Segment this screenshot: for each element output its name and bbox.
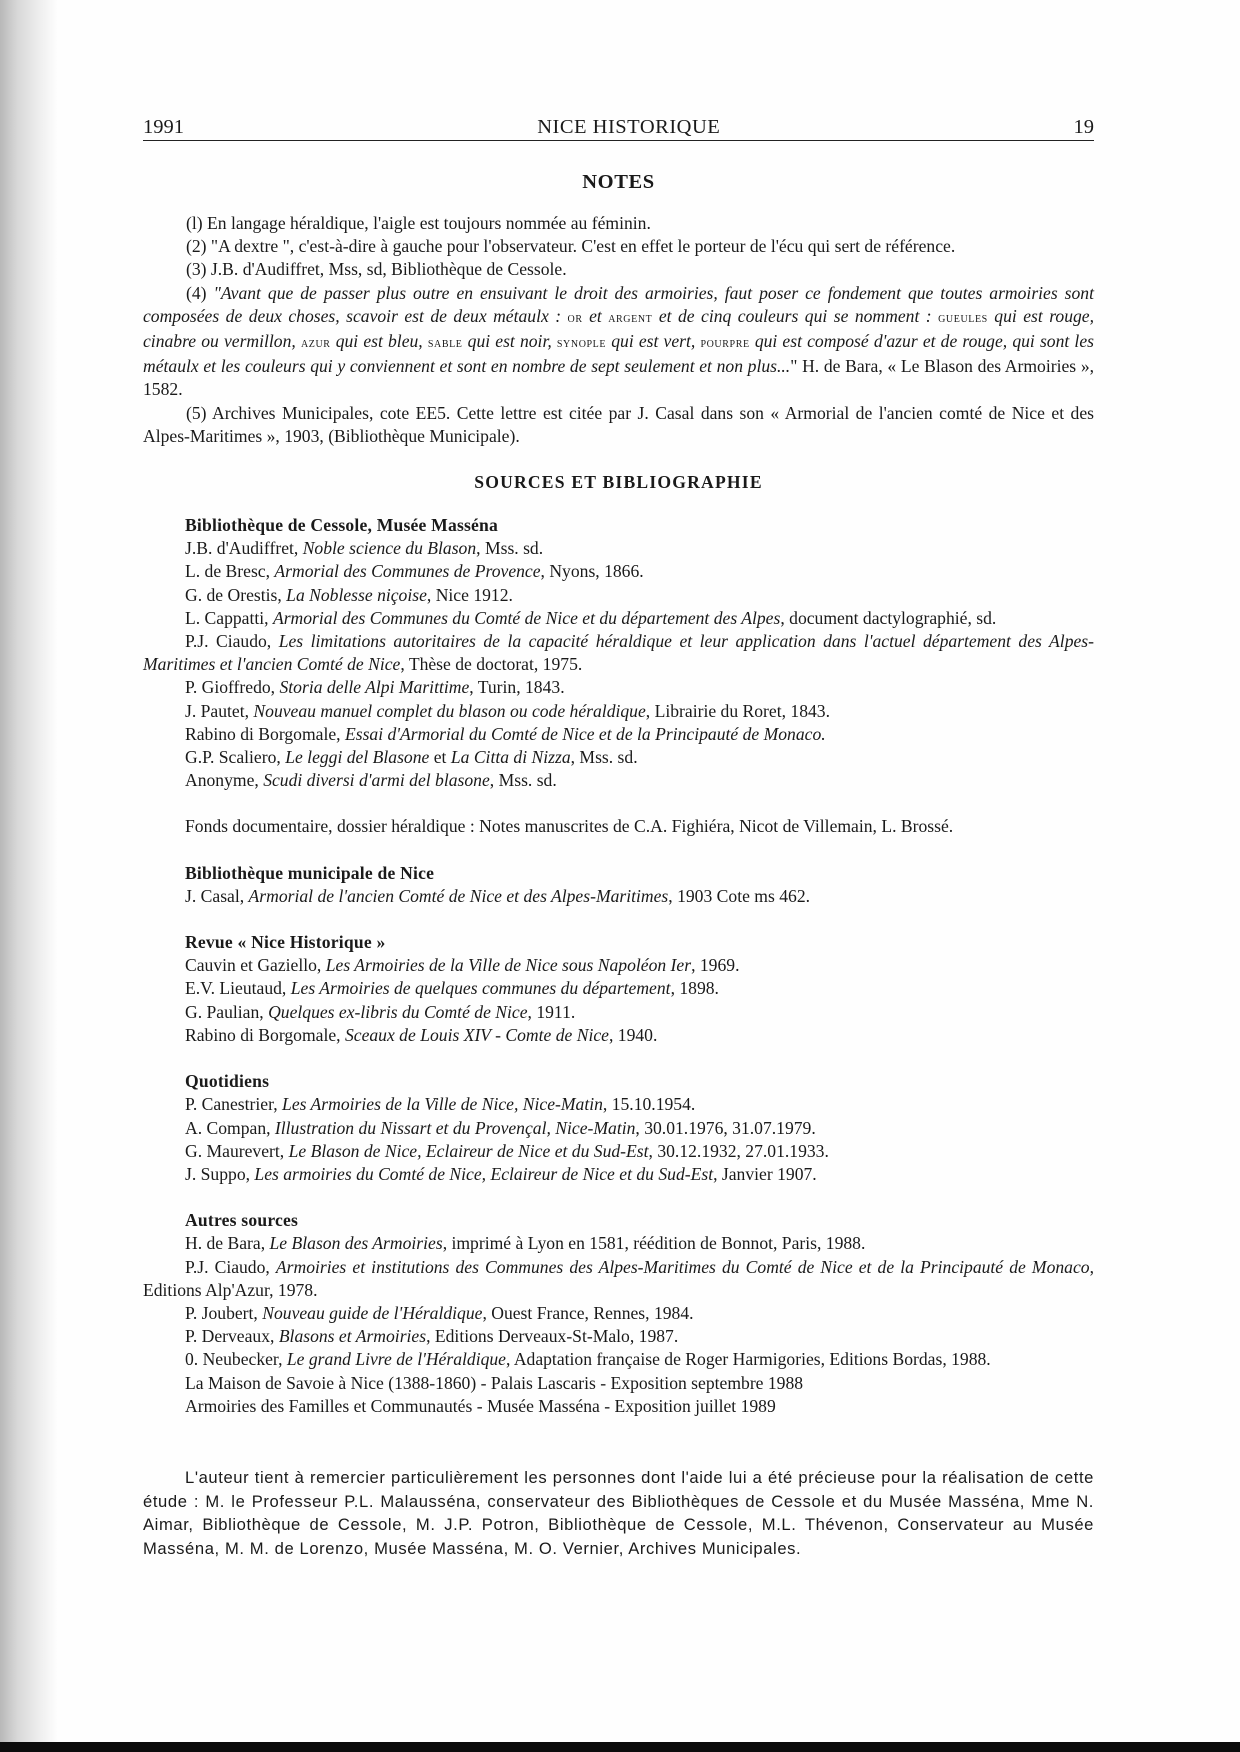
sources-heading: SOURCES ET BIBLIOGRAPHIE: [474, 472, 763, 493]
bib-entry: P. Canestrier, Les Armoiries de la Ville de Nice, Nice-Matin, 15.10.1954.: [185, 1094, 696, 1115]
bib-entry: L. Cappatti, Armorial des Communes du Comté de Nice et du département des Alpes, document dactylographié, sd.: [185, 607, 997, 628]
note-3: (3) J.B. d'Audiffret, Mss, sd, Bibliothèque de Cessole.: [186, 259, 567, 280]
header-page-number: 19: [1073, 116, 1094, 138]
note-1: (l) En langage héraldique, l'aigle est toujours nommée au féminin.: [186, 213, 651, 233]
bib-entry: H. de Bara, Le Blason des Armoiries, imprimé à Lyon en 1581, réédition de Bonnot, Paris, 1988.: [185, 1233, 866, 1254]
bib-entry: P. Derveaux, Blasons et Armoiries, Editions Derveaux-St-Malo, 1987.: [185, 1326, 679, 1347]
bib-entry: J. Suppo, Les armoiries du Comté de Nice, Eclaireur de Nice et du Sud-Est, Janvier 1907.: [185, 1163, 817, 1184]
bib-entry: P. Joubert, Nouveau guide de l'Héraldique, Ouest France, Rennes, 1984.: [185, 1302, 694, 1323]
bib-entry: J. Casal, Armorial de l'ancien Comté de Nice et des Alpes-Maritimes, 1903 Cote ms 462.: [185, 885, 811, 906]
scan-border: [0, 1742, 1240, 1752]
bib-entry: A. Compan, Illustration du Nissart et du Provençal, Nice-Matin, 30.01.1976, 31.07.1979.: [185, 1117, 816, 1138]
bib-entry: L. de Bresc, Armorial des Communes de Provence, Nyons, 1866.: [185, 561, 644, 582]
note-4-quote: "Avant que de passer plus outre en ensuivant le droit des armoiries, faut poser ce fondement que toutes armoiries sont composées de deux choses, scavoir est de deux métaulx : or et argent et de cinq couleurs qui se nomment : gueules qui est rouge, cinabre ou vermillon, azur qui est bleu, sable qui est noir, synople qui est vert, pourpre qui est composé d'azur et de rouge, qui sont les métaulx et les couleurs qui y conviennent et sont en nombre de sept seulement et non plus...: [143, 282, 1095, 377]
page-gutter-shadow: [0, 0, 58, 1752]
section-title: Autres sources: [185, 1210, 299, 1231]
bib-entry: Armoiries des Familles et Communautés - Musée Masséna - Exposition juillet 1989: [185, 1395, 776, 1416]
fonds-documentaire: Fonds documentaire, dossier héraldique : Notes manuscrites de C.A. Fighiéra, Nicot de Villemain, L. Brossé.: [185, 816, 954, 837]
header-year: 1991: [143, 116, 184, 138]
bib-entry: P. Gioffredo, Storia delle Alpi Marittime, Turin, 1843.: [185, 677, 565, 698]
bib-entry: Rabino di Borgomale, Sceaux de Louis XIV - Comte de Nice, 1940.: [185, 1024, 658, 1045]
bib-entry: G.P. Scaliero, Le leggi del Blasone et La Citta di Nizza, Mss. sd.: [185, 747, 638, 768]
bib-entry: J. Pautet, Nouveau manuel complet du blason ou code héraldique, Librairie du Roret, 1843.: [185, 700, 830, 721]
bib-entry: Rabino di Borgomale, Essai d'Armorial du Comté de Nice et de la Principauté de Monaco.: [185, 723, 826, 744]
section-title: Revue « Nice Historique »: [185, 932, 386, 953]
bib-entry: P.J. Ciaudo, Armoiries et institutions des Communes des Alpes-Maritimes du Comté de Nice et de la Principauté de Monaco, Editions Alp'Azur, 1978.: [143, 1256, 1094, 1300]
section-municipale: [143, 862, 1094, 908]
section-autres: [143, 1209, 1094, 1418]
section-title: Bibliothèque de Cessole, Musée Masséna: [185, 515, 499, 536]
note-2: (2) "A dextre ", c'est-à-dire à gauche pour l'observateur. C'est en effet le porteur de l'écu qui sert de référence.: [186, 236, 956, 257]
bib-entry: Cauvin et Gaziello, Les Armoiries de la Ville de Nice sous Napoléon Ier, 1969.: [185, 955, 740, 976]
bib-entry: G. Maurevert, Le Blason de Nice, Eclaireur de Nice et du Sud-Est, 30.12.1932, 27.01.1933.: [185, 1140, 829, 1161]
bib-entry: Anonyme, Scudi diversi d'armi del blasone, Mss. sd.: [185, 770, 557, 791]
bib-entry: G. Paulian, Quelques ex-libris du Comté de Nice, 1911.: [185, 1001, 576, 1022]
section-quotidiens: [143, 1070, 1094, 1186]
notes-heading: NOTES: [582, 171, 655, 193]
acknowledgement-paragraph: L'auteur tient à remercier particulièrement les personnes dont l'aide lui a été précieuse pour la réalisation de cette étude : M. le Professeur P.L. Malausséna, conservateur des Bibliothèques de Cessole et du Musée Masséna, Mme N. Aimar, Bibliothèque de Cessole, M. J.P. Potron, Bibliothèque de Cessole, M.L. Thévenon, Conservateur au Musée Masséna, M. M. de Lorenzo, Musée Masséna, M. O. Vernier, Archives Municipales.: [143, 1467, 1094, 1558]
notes-list: [143, 212, 1094, 448]
section-cessole: [143, 514, 1094, 792]
bib-entry: E.V. Lieutaud, Les Armoiries de quelques communes du département, 1898.: [185, 978, 719, 999]
section-title: Quotidiens: [185, 1071, 270, 1092]
section-revue: [143, 931, 1094, 1047]
note-5: (5) Archives Municipales, cote EE5. Cette lettre est citée par J. Casal dans son « Armorial de l'ancien comté de Nice et des Alpes-Maritimes », 1903, (Bibliothèque Municipale).: [143, 402, 1094, 446]
bib-entry: G. de Orestis, La Noblesse niçoise, Nice 1912.: [185, 584, 513, 605]
bib-entry: 0. Neubecker, Le grand Livre de l'Héraldique, Adaptation française de Roger Harmigories, Editions Bordas, 1988.: [185, 1349, 991, 1370]
bib-entry: La Maison de Savoie à Nice (1388-1860) - Palais Lascaris - Exposition septembre 1988: [185, 1372, 804, 1393]
header-journal-title: NICE HISTORIQUE: [537, 116, 721, 138]
bib-entry: P.J. Ciaudo, Les limitations autoritaires de la capacité héraldique et leur application dans l'actuel département des Alpes-Maritimes et l'ancien Comté de Nice, Thèse de doctorat, 1975.: [143, 631, 1095, 675]
bib-entry: J.B. d'Audiffret, Noble science du Blason, Mss. sd.: [185, 538, 544, 559]
section-title: Bibliothèque municipale de Nice: [185, 862, 435, 883]
note-4: (4) "Avant que de passer plus outre en ensuivant le droit des armoiries, faut poser ce fondement que toutes armoiries sont composées de deux choses, scavoir est de deux métaulx : or et argent et de cinq couleurs qui se nomment : gueules qui est rouge, cinabre ou vermillon, azur qui est bleu, sable qui est noir, synople qui est vert, pourpre qui est composé d'azur et de rouge, qui sont les métaulx et les couleurs qui y conviennent et sont en nombre de sept seulement et non plus..." H. de Bara, « Le Blason des Armoiries », 1582.: [143, 282, 1095, 400]
running-header: [143, 116, 1094, 141]
page-content: [143, 116, 1094, 1577]
